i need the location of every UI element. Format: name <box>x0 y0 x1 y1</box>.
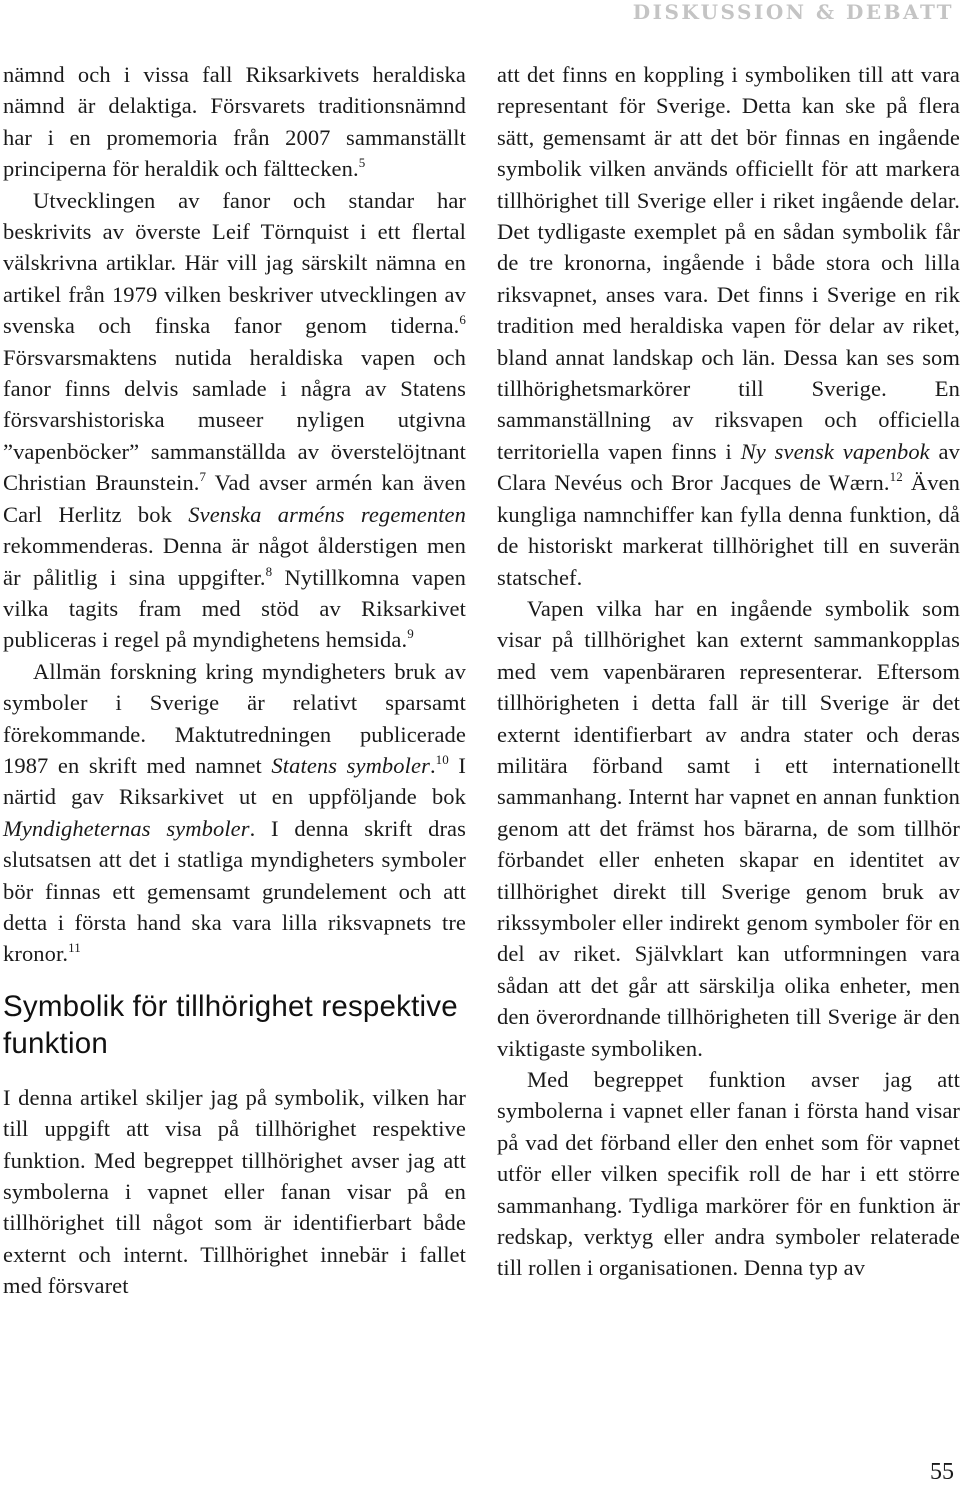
body-text: Även kungliga namnchiffer kan fylla denna funktion, då de historiskt markerat tillhörighet till en suverän statschef. <box>497 470 960 590</box>
footnote-ref: 6 <box>459 312 466 328</box>
book-title: Ny svensk vapenbok <box>740 438 930 464</box>
body-text: att det finns en koppling i symboliken till att vara representant för Sverige. Detta kan ske på flera sätt, gemensamt är att det bör finnas en ingående symbolik vilken används officiellt för att markera tillhörighet till Sverige eller i riket ingående delar. Det tydligaste exemplet på en sådan symbolik får de tre kronorna, ingående i både stora och lilla riksvapnet, anses vara. Det finns i Sverige en rik tradition med heraldiska vapen för delar av riket, bland annat landskap och län. Dessa kan ses som tillhörighetsmarkörer till Sverige. En sammanställning av riksvapen och officiella territoriella vapen finns i <box>497 62 960 464</box>
paragraph <box>3 59 466 185</box>
footnote-ref: 10 <box>435 751 449 767</box>
book-title: Myndigheternas symboler <box>3 815 250 841</box>
footnote-ref: 11 <box>68 940 81 956</box>
footnote-ref: 5 <box>358 155 366 171</box>
body-text: rekommenderas. Denna är något ålderstigen men är pålitlig i sina uppgifter. <box>3 533 466 590</box>
body-text: . I denna skrift dras slutsatsen att det i statliga myndigheters symboler bör finnas ett gemensamt grundelement och att detta i första hand ska vara lilla riksvapnets tre kronor. <box>3 815 466 967</box>
body-text: Utvecklingen av fanor och standar har beskrivits av överste Leif Törnquist i ett flertal välskrivna artiklar. Här vill jag särskilt nämna en artikel från 1979 vilken beskriver utvecklingen av svenska och finska fanor genom tiderna. <box>3 187 466 339</box>
paragraph <box>3 656 466 970</box>
body-text: . <box>429 752 436 778</box>
section-header: DISKUSSION & DEBATT <box>632 0 954 24</box>
body-text: Vad avser armén kan även Carl Herlitz bok <box>3 470 467 527</box>
body-text: Försvarsmaktens nutida heraldiska vapen och fanor finns delvis samlade i några av Statens försvarshistoriska museer nyligen utgivna ”vapenböcker” sammanställda av överstelöjtnant Christian Braunstein. <box>3 344 466 496</box>
book-title: Statens symboler <box>271 752 430 778</box>
book-title: Svenska arméns regementen <box>188 501 466 527</box>
section-heading: Symbolik för tillhörighet respektive funktion <box>3 989 458 1060</box>
paragraph <box>3 185 466 656</box>
footnote-ref: 8 <box>265 563 273 579</box>
left-column <box>3 59 466 1302</box>
body-text: Nytillkomna vapen vilka tagits fram med stöd av Riksarkivet publiceras i regel på myndighetens hemsida. <box>3 564 466 653</box>
paragraph: Med begreppet funktion avser jag att symbolerna i vapnet eller fanan i första hand visar på vad det förband eller den enhet som för vapnet utför eller vilken specifik roll de har i ett större sammanhang. Tydliga markörer för en funktion är redskap, verktyg eller andra symboler relaterade till rollen i organisationen. Denna typ av <box>497 1067 960 1281</box>
body-text: nämnd och i vissa fall Riksarkivets heraldiska nämnd är delaktiga. Försvarets traditionsnämnd har i en promemoria från 2007 sammanställt principerna för heraldik och fälttecken. <box>3 62 466 182</box>
body-text: Allmän forskning kring myndigheters bruk av symboler i Sverige är relativt sparsamt förekommande. Maktutredningen publicerade 1987 en skrift med namnet <box>3 658 466 778</box>
footnote-ref: 12 <box>889 469 903 485</box>
paragraph: I denna artikel skiljer jag på symbolik, vilken har till uppgift att visa på tillhörighet respektive funktion. Med begreppet tillhörighet avser jag att symbolerna i vapnet eller fanan visar på en tillhörighet till något som är identifierbart både externt och internt. Tillhörighet innebär i fallet med försvaret <box>3 1084 466 1299</box>
paragraph <box>497 59 960 593</box>
body-text: av Clara Nevéus och Bror Jacques de Wærn. <box>497 438 960 496</box>
paragraph: Vapen vilka har en ingående symbolik som visar på tillhörighet kan externt sammankopplas med vem vapenbäraren representerar. Eftersom tillhörigheten i detta fall är till Sverige är det externt identifierbart av andra stater och deras militära förband samt i ett internationellt sammanhang. Internt har vapnet en annan funktion genom att det främst hos bärarna, de som tillhör förbandet eller enheten skapar en identitet av tillhörighet direkt till Sverige genom bruk av rikssymboler eller indirekt genom symboler för en del av riket. Självklart kan utformningen vara sådan att det går att särskilja olika enheter, men den överordnande tillhörigheten till Sverige är den viktigaste symboliken. <box>497 595 960 1061</box>
body-text: I närtid gav Riksarkivet ut en uppföljande bok <box>3 752 466 810</box>
page-number: 55 <box>930 1459 954 1485</box>
footnote-ref: 9 <box>407 626 414 642</box>
right-column <box>497 59 960 1284</box>
footnote-ref: 7 <box>199 469 207 485</box>
